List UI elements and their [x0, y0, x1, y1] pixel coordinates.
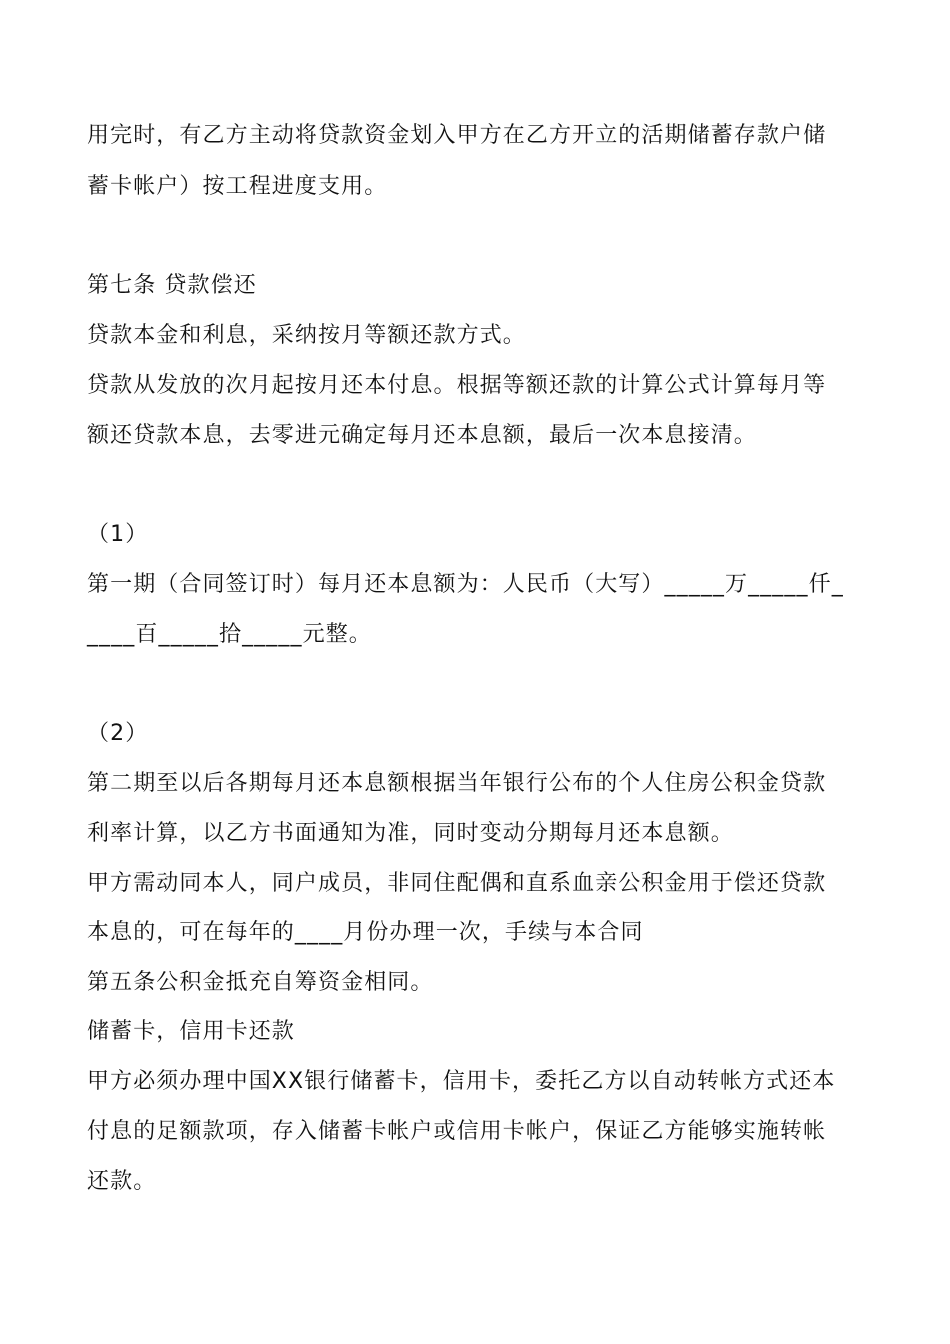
subheading-card-repayment: 储蓄卡，信用卡还款	[87, 1019, 295, 1044]
paragraph-line: 第二期至以后各期每月还本息额根据当年银行公布的个人住房公积金贷款	[87, 771, 827, 796]
item-number-1: （1）	[87, 522, 149, 547]
paragraph-line: 贷款从发放的次月起按月还本付息。根据等额还款的计算公式计算每月等	[87, 373, 827, 398]
paragraph-line: 蓄卡帐户）按工程进度支用。	[87, 174, 388, 199]
paragraph-line: 本息的，可在每年的____月份办理一次，手续与本合同	[87, 920, 644, 945]
paragraph-line: 还款。	[87, 1169, 157, 1194]
paragraph-line: 利率计算，以乙方书面通知为准，同时变动分期每月还本息额。	[87, 821, 734, 846]
paragraph-line: 甲方必须办理中国XX银行储蓄卡，信用卡，委托乙方以自动转帐方式还本	[87, 1069, 836, 1094]
paragraph-line: 额还贷款本息，去零进元确定每月还本息额，最后一次本息接清。	[87, 423, 757, 448]
paragraph-line: ____百_____拾_____元整。	[87, 622, 372, 647]
paragraph-line: 贷款本金和利息，采纳按月等额还款方式。	[87, 323, 526, 348]
paragraph-line: 用完时，有乙方主动将贷款资金划入甲方在乙方开立的活期储蓄存款户储	[87, 123, 827, 148]
paragraph-line: 第一期（合同签订时）每月还本息额为：人民币（大写）_____万_____仟_	[87, 572, 844, 597]
paragraph-line: 第五条公积金抵充自筹资金相同。	[87, 970, 434, 995]
section-heading-article-7: 第七条 贷款偿还	[87, 273, 257, 298]
paragraph-line: 付息的足额款项，存入储蓄卡帐户或信用卡帐户，保证乙方能够实施转帐	[87, 1119, 827, 1144]
paragraph-line: 甲方需动同本人，同户成员，非同住配偶和直系血亲公积金用于偿还贷款	[87, 871, 827, 896]
item-number-2: （2）	[87, 721, 149, 746]
